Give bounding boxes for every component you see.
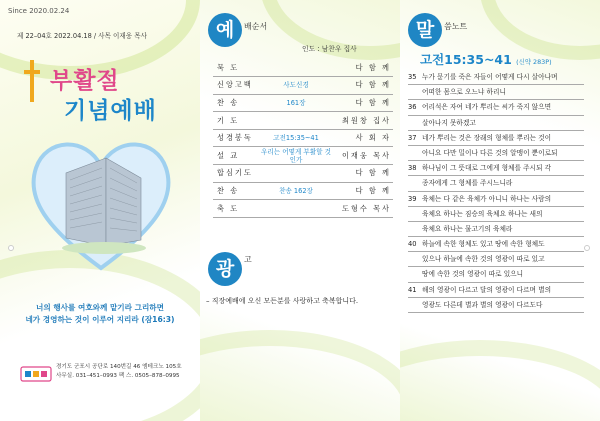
order-badge: 예 xyxy=(208,13,242,47)
reference-page: (신약 283P) xyxy=(516,58,552,66)
verse-text: 육체는 다 같은 육체가 아니니 하나는 사람의 xyxy=(422,194,552,203)
worship-leader: 인도 : 남찬우 집사 xyxy=(302,45,357,53)
order-content: 161장 xyxy=(261,94,331,112)
order-row xyxy=(213,77,393,95)
order-person: 도형수 목사 xyxy=(331,200,393,218)
verse-text: 영광도 다른데 별과 별의 영광이 다르도다 xyxy=(422,300,543,309)
order-row xyxy=(213,94,393,112)
order-row xyxy=(213,182,393,200)
order-table xyxy=(213,59,393,218)
order-row xyxy=(213,200,393,218)
scripture-line xyxy=(408,116,584,131)
order-person: 다 함 께 xyxy=(331,59,393,77)
cover-title-line2: 기념예배 xyxy=(64,98,157,124)
scripture-line xyxy=(408,207,584,222)
scripture-line xyxy=(408,237,584,252)
verse-text: 하나님이 그 뜻대로 그에게 형체를 주시되 각 xyxy=(422,164,552,173)
order-row xyxy=(213,165,393,183)
verse-number: 40 xyxy=(408,240,417,249)
scripture-line xyxy=(408,176,584,191)
issue-info: 제 22–04호 2022.04.18 / 사목 이재웅 목사 xyxy=(17,32,147,40)
order-item: 찬 송 xyxy=(213,182,261,200)
notice-badge: 광 xyxy=(208,252,242,286)
order-person: 최원창 집사 xyxy=(331,112,393,130)
order-person: 이재웅 목사 xyxy=(331,147,393,165)
order-heading: 배순서 xyxy=(244,22,268,31)
church-logo xyxy=(20,364,52,384)
word-heading: 씀노트 xyxy=(444,22,468,31)
church-address xyxy=(56,363,182,381)
verse-number: 39 xyxy=(408,194,417,203)
verse-text: 해의 영광이 다르고 달의 영광이 다르며 별의 xyxy=(422,285,552,294)
verse-number: 38 xyxy=(408,164,417,173)
verse-text: 있으나 하늘에 속한 것의 영광이 따로 있고 xyxy=(422,255,545,264)
heart-building-image xyxy=(26,128,176,278)
scripture-line xyxy=(408,283,584,298)
verse-number: 35 xyxy=(408,73,417,81)
verse-text: 아니요 다만 밀이나 다른 것의 알맹이 뿐이로되 xyxy=(422,148,558,157)
scripture-line xyxy=(408,131,584,146)
scripture-line xyxy=(408,192,584,207)
order-content xyxy=(261,59,331,77)
order-person: 다 함 께 xyxy=(331,165,393,183)
order-row xyxy=(213,147,393,165)
order-person: 다 함 께 xyxy=(331,94,393,112)
verse-text: 종자에게 그 형체를 주시느니라 xyxy=(422,179,513,188)
verse-line-1: 너의 행사를 여호와께 맡기라 그리하면 xyxy=(36,303,164,312)
order-item: 축 도 xyxy=(213,200,261,218)
scripture-line xyxy=(408,252,584,267)
cover-title-line1: 부활절 xyxy=(50,68,120,94)
verse-number: 36 xyxy=(408,103,417,112)
order-content xyxy=(261,165,331,183)
decorative-swoosh xyxy=(200,330,400,421)
scripture-line xyxy=(408,298,584,313)
notice-heading: 고 xyxy=(244,255,252,264)
contact-line: 사무실. 031–451–0993 팩 스. 0505–878–0995 xyxy=(56,373,180,379)
cross-icon xyxy=(24,60,40,102)
word-badge: 말 xyxy=(408,13,442,47)
order-row xyxy=(213,112,393,130)
scripture-line xyxy=(408,222,584,237)
order-content: 사도신경 xyxy=(261,77,331,95)
order-item: 설 교 xyxy=(213,147,261,165)
scripture-line xyxy=(408,161,584,176)
order-person: 다 함 께 xyxy=(331,77,393,95)
scripture-reference xyxy=(420,50,552,68)
verse-text: 땅에 속한 것의 영광이 따로 있으니 xyxy=(422,270,524,279)
order-content: 우리는 어떻게 부활할 것인가 xyxy=(261,147,331,164)
order-item: 합심기도 xyxy=(213,165,261,183)
verse-text: 어리석은 자여 네가 뿌리는 씨가 죽지 않으면 xyxy=(422,103,552,112)
verse-number: 41 xyxy=(408,285,417,294)
order-person: 다 함 께 xyxy=(331,182,393,200)
binder-hole xyxy=(8,245,14,251)
scripture-line xyxy=(408,267,584,282)
order-item: 묵 도 xyxy=(213,59,261,77)
order-content: 찬송 162장 xyxy=(261,182,331,200)
verse-text: 어떠한 몸으로 오느냐 하리니 xyxy=(422,88,506,97)
order-person: 사 회 자 xyxy=(331,129,393,147)
verse-text: 육체요 하나는 짐승의 육체요 하나는 새의 xyxy=(422,209,543,218)
notice-text: – 직장예배에 오신 모든분를 사랑하고 축복합니다. xyxy=(206,297,359,305)
order-item: 기 도 xyxy=(213,112,261,130)
scripture-line xyxy=(408,70,584,85)
since-label: Since 2020.02.24 xyxy=(8,7,70,15)
scripture-line xyxy=(408,100,584,115)
order-row xyxy=(213,59,393,77)
verse-text: 네가 뿌리는 것은 장래의 형체를 뿌리는 것이 xyxy=(422,133,552,142)
verse-number: 37 xyxy=(408,133,417,142)
verse-text: 하늘에 속한 형체도 있고 땅에 속한 형체도 xyxy=(422,240,545,249)
order-item: 신앙고백 xyxy=(213,77,261,95)
order-content: 고전15:35~41 xyxy=(261,129,331,147)
order-item: 성경봉독 xyxy=(213,129,261,147)
decorative-swoosh xyxy=(400,340,600,421)
verse-text: 육체요 하나는 물고기의 육체라 xyxy=(422,224,513,233)
verse-text: 누가 묻기를 죽은 자들이 어떻게 다시 살아나며 xyxy=(422,73,558,81)
order-content xyxy=(261,200,331,218)
scripture-line xyxy=(408,146,584,161)
order-item: 찬 송 xyxy=(213,94,261,112)
order-row xyxy=(213,129,393,147)
scripture-line xyxy=(408,85,584,100)
order-content xyxy=(261,112,331,130)
cover-verse xyxy=(6,302,194,326)
reference-text: 고전15:35~41 xyxy=(420,52,512,67)
verse-line-2: 네가 경영하는 것이 이루어 지리라 (잠16:3) xyxy=(25,315,175,324)
binder-hole xyxy=(584,245,590,251)
scripture-lines xyxy=(408,70,584,313)
verse-text: 살아나지 못하겠고 xyxy=(422,118,476,127)
address-line: 경기도 군포시 공단로 140번길 46 엠테크노 105호 xyxy=(56,364,182,370)
